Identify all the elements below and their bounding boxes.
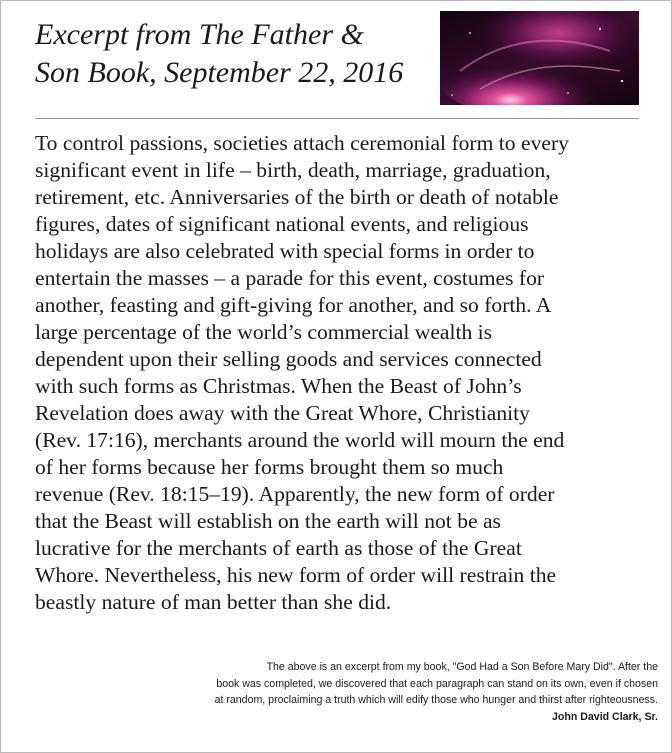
body-line: beastly nature of man better than she did. [35,590,392,614]
nebula-icon [440,11,639,105]
body-line: another, feasting and gift-giving for another, and so forth. A [35,293,552,317]
nebula-image [440,11,639,105]
footnote-line: book was completed, we discovered that each paragraph can stand on its own, even if chosen [216,677,658,690]
page-title [35,16,435,92]
body-line: To control passions, societies attach ceremonial form to every [35,131,569,155]
author-signature: John David Clark, Sr. [552,710,658,723]
title-line: Son Book, September 22, 2016 [35,56,404,89]
body-line: large percentage of the world’s commercial wealth is [35,320,493,344]
body-line: of her forms because her forms brought them so much [35,455,504,479]
body-line: figures, dates of significant national events, and religious [35,212,529,236]
body-line: revenue (Rev. 18:15–19). Apparently, the new form of order [35,482,555,506]
body-line: Revelation does away with the Great Whore, Christianity [35,401,530,425]
book-footnote [98,659,658,725]
body-line: that the Beast will establish on the earth will not be as [35,509,501,533]
title-line: Excerpt from The Father & [35,18,364,51]
body-line: lucrative for the merchants of earth as those of the Great [35,536,522,560]
body-line: dependent upon their selling goods and services connected [35,347,542,371]
header-divider [35,118,639,119]
body-line: holidays are also celebrated with special forms in order to [35,239,535,263]
body-line: (Rev. 17:16), merchants around the world will mourn the end [35,428,565,452]
body-line: entertain the masses – a parade for this event, costumes for [35,266,545,290]
excerpt-paragraph [35,130,645,616]
footnote-line: The above is an excerpt from my book, "God Had a Son Before Mary Did". After the [266,661,658,673]
body-line: Whore. Nevertheless, his new form of order will restrain the [35,563,557,587]
body-line: significant event in life – birth, death, marriage, graduation, [35,158,551,182]
body-line: with such forms as Christmas. When the Beast of John’s [35,374,522,398]
footnote-line: at random, proclaiming a truth which will edify those who hunger and thirst after righteousness. [214,694,658,706]
body-line: retirement, etc. Anniversaries of the birth or death of notable [35,185,559,209]
